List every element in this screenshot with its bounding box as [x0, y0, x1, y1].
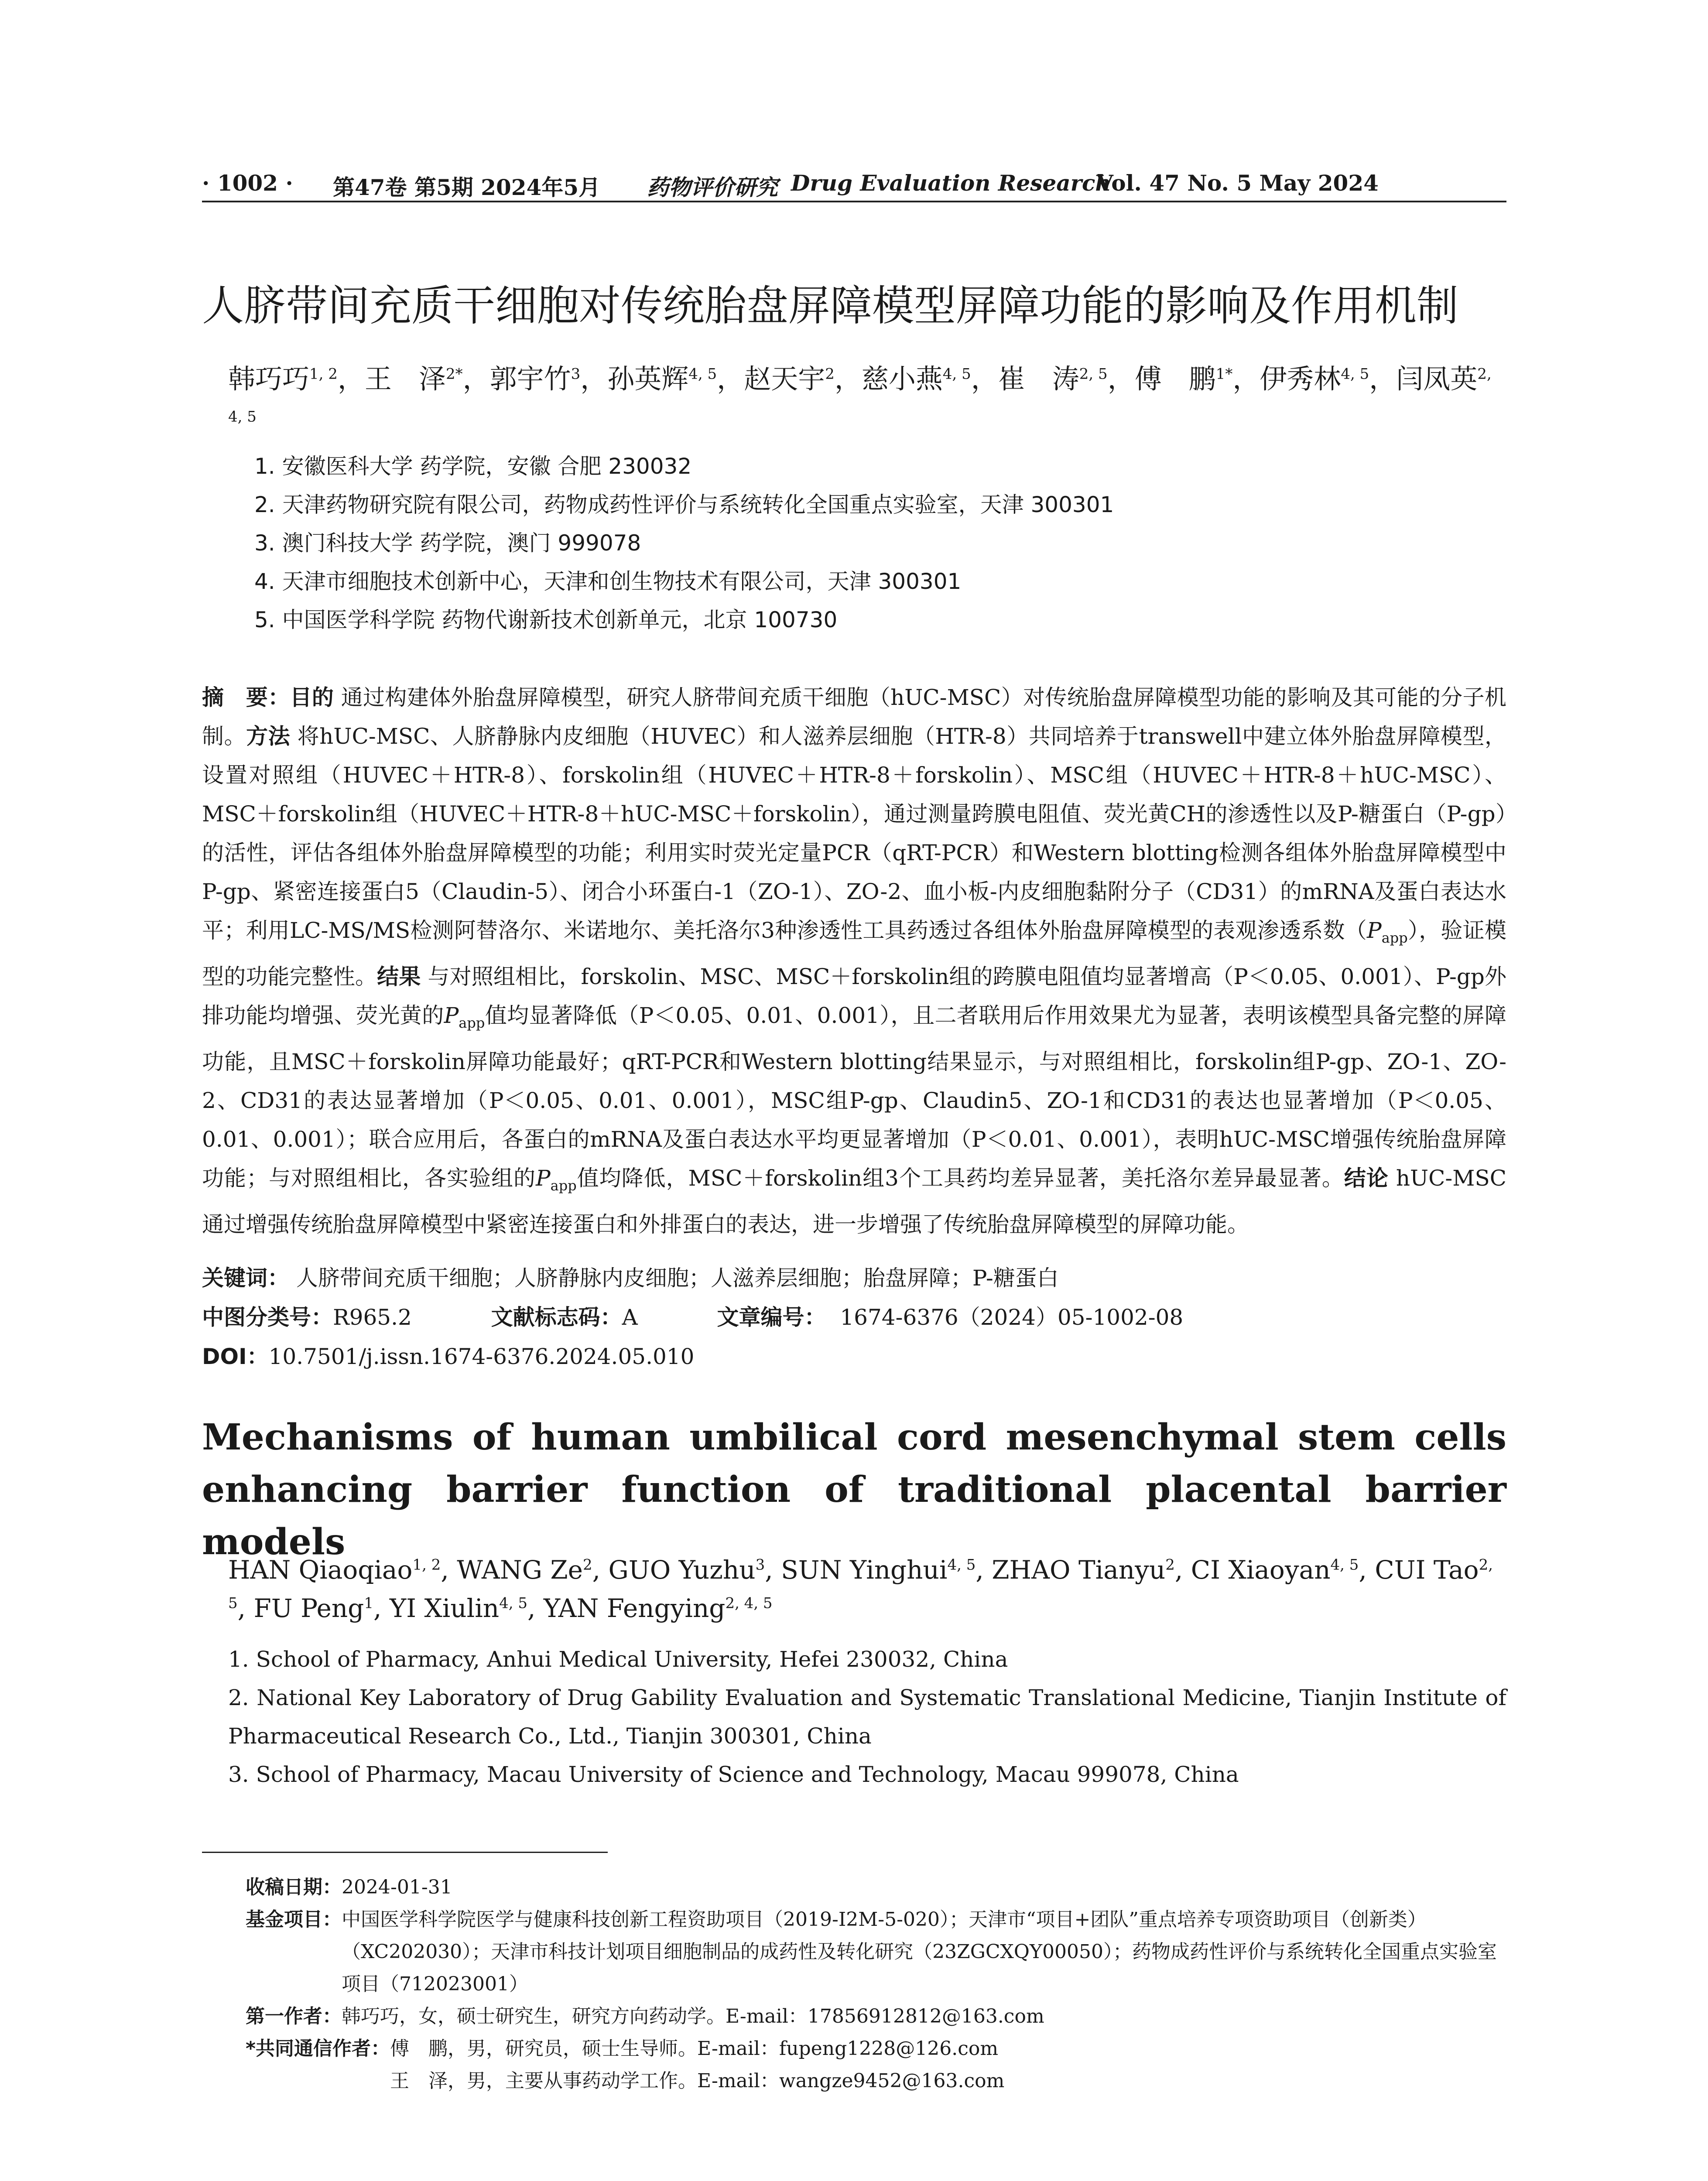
author — [1135, 363, 1233, 395]
author-affiliation-mark: 2, 4, 5 — [725, 1594, 773, 1612]
clc-value: R965.2 — [333, 1305, 412, 1330]
author-affiliation-mark: 2 — [825, 365, 835, 383]
objective-label: 目的 — [290, 685, 334, 710]
author-affiliation-mark: 4, 5 — [1330, 1556, 1359, 1574]
author — [490, 363, 581, 395]
author-affiliation-mark: 4, 5 — [499, 1594, 528, 1612]
papp-subscript: app — [1381, 930, 1408, 946]
author-name: YAN Fengying — [543, 1593, 726, 1623]
abstract-label: 摘 要： — [202, 685, 290, 710]
author-affiliation-mark: 2, 5 — [228, 1556, 1493, 1612]
result-text-3: 值均降低，MSC＋forskolin组3个工具药均差异显著，美托洛尔差异最显著。 — [576, 1166, 1344, 1191]
papp-symbol: P — [444, 1003, 459, 1028]
objective-text: 通过构建体外胎盘屏障模型，研究人脐带间充质干细胞（hUC-MSC）对传统胎盘屏障模型功能的影响及其可能的分子机制。 — [202, 685, 1507, 749]
author-affiliation-mark: 4, 5 — [942, 365, 971, 383]
affiliation-cn: 5. 中国医学科学院 药物代谢新技术创新单元，北京 100730 — [254, 607, 838, 632]
journal-en: Drug Evaluation Research — [791, 170, 1111, 196]
author-affiliation-mark: 1, 2 — [412, 1556, 441, 1574]
footnote-rule — [202, 1852, 608, 1853]
first-author-text: 韩巧巧，女，硕士研究生，研究方向药动学。E-mail：17856912812@163.com — [342, 2005, 1044, 2027]
author-name: HAN Qiaoqiao — [228, 1555, 413, 1585]
affiliation-cn: 4. 天津市细胞技术创新中心，天津和创生物技术有限公司，天津 300301 — [254, 569, 962, 594]
author-affiliation-mark: 1, 2 — [309, 365, 338, 383]
papp-symbol: P — [1367, 918, 1382, 943]
author — [365, 363, 463, 395]
author-name: 王 泽 — [364, 363, 446, 395]
doi-value[interactable]: 10.7501/j.issn.1674-6376.2024.05.010 — [268, 1344, 695, 1369]
article-number-label: 文章编号： — [717, 1305, 826, 1330]
author — [607, 363, 717, 395]
author-name: YI Xiulin — [389, 1593, 500, 1623]
conclusion-text: hUC-MSC通过增强传统胎盘屏障模型中紧密连接蛋白和外排蛋白的表达，进一步增强了传统胎盘屏障模型的屏障功能。 — [202, 1166, 1507, 1237]
article-number-value: 1674-6376（2024）05-1002-08 — [840, 1305, 1184, 1330]
journal-cn: 药物评价研究 — [647, 175, 778, 200]
keywords-text: 人脐带间充质干细胞；人脐静脉内皮细胞；人滋养层细胞；胎盘屏障；P-糖蛋白 — [296, 1265, 1059, 1291]
author-affiliation-mark: 4, 5 — [1341, 365, 1369, 383]
author-name: CUI Tao — [1375, 1555, 1479, 1585]
author — [998, 363, 1108, 395]
doc-code-label: 文献标志码： — [491, 1305, 622, 1330]
author-affiliation-mark: 1 — [364, 1594, 373, 1612]
affiliation-en: 2. National Key Laboratory of Drug Gability Evaluation and Systematic Translational Medicine, Tianjin Institute of Pharmaceutical Research Co., Ltd., Tianjin 300301, China — [228, 1685, 1506, 1749]
volume-en: Vol. 47 No. 5 May 2024 — [1096, 170, 1379, 196]
title-en: Mechanisms of human umbilical cord mesenchymal stem cells enhancing barrier function of traditional placental barrier models — [202, 1416, 1506, 1563]
method-text-end: ），验证模型的功能完整性。 — [202, 918, 1506, 989]
affiliations-cn — [254, 447, 1114, 639]
corresponding-author-2 — [246, 2065, 1506, 2097]
author-name: GUO Yuzhu — [608, 1555, 756, 1585]
authors-cn: 韩巧巧$^{1, 2}$，王 泽$^{2*}$，郭宇竹$^3$，孙英辉$^{4, 5}$，赵天宇$^2$，慈小燕$^{4, 5}$，崔 涛$^{2, 5}$，傅 鹏$^{1*}$，伊秀林$^{4, 5}$，闫凤英$^{2, 4, 5}$ — [228, 358, 1506, 443]
funding — [246, 1904, 1506, 2000]
author — [544, 1593, 773, 1623]
papp-subscript: app — [550, 1177, 577, 1194]
header-rule — [202, 201, 1506, 202]
conclusion-label: 结论 — [1344, 1166, 1389, 1191]
author-affiliation-mark: 2, 4, 5 — [228, 365, 1492, 426]
author — [228, 1555, 441, 1585]
result-label: 结果 — [377, 964, 421, 989]
author — [254, 1593, 373, 1623]
author-affiliation-mark: 2 — [1165, 1556, 1175, 1574]
clc-label: 中图分类号： — [202, 1305, 333, 1330]
author-name: WANG Ze — [457, 1555, 583, 1585]
author — [608, 1555, 765, 1585]
author-name: CI Xiaoyan — [1191, 1555, 1331, 1585]
abstract-cn — [202, 678, 1506, 1244]
keywords — [202, 1261, 1059, 1292]
author-affiliation-mark: 2, 5 — [1079, 365, 1108, 383]
author — [457, 1555, 592, 1585]
author-name: 傅 鹏 — [1134, 363, 1216, 395]
result-text: 与对照组相比，forskolin、MSC、MSC＋forskolin组的跨膜电阻值均显著增高（P＜0.05、0.001）、P-gp外排功能均增强、荧光黄的 — [202, 964, 1507, 1028]
author — [228, 363, 338, 395]
author — [1260, 363, 1369, 395]
author-name: 崔 涛 — [998, 363, 1079, 395]
footnotes — [246, 1871, 1506, 2097]
author-name: 孙英辉 — [607, 363, 689, 395]
author-name: 慈小燕 — [861, 363, 943, 395]
received-label: 收稿日期： — [246, 1876, 342, 1898]
title-cn: 人脐带间充质干细胞对传统胎盘屏障模型屏障功能的影响及作用机制 — [202, 281, 1458, 330]
doi-label: DOI： — [202, 1344, 269, 1369]
affiliation-en: 3. School of Pharmacy, Macau University of Science and Technology, Macau 999078, China — [228, 1762, 1239, 1787]
author-affiliation-mark: 3 — [571, 365, 581, 383]
author — [390, 1593, 527, 1623]
author — [992, 1555, 1175, 1585]
author — [781, 1555, 976, 1585]
received-value: 2024-01-31 — [342, 1876, 452, 1898]
doc-code-value: A — [622, 1305, 638, 1330]
corresponding-text-2: 王 泽，男，主要从事药动学工作。E-mail：wangze9452@163.com — [390, 2070, 1005, 2092]
author-affiliation-mark: 2* — [445, 365, 463, 383]
affiliation-en: 1. School of Pharmacy, Anhui Medical University, Hefei 230032, China — [228, 1647, 1008, 1672]
first-author — [246, 2000, 1506, 2033]
page-number: · 1002 · — [202, 170, 293, 196]
author-name: FU Peng — [253, 1593, 364, 1623]
author-affiliation-mark: 1* — [1215, 365, 1233, 383]
affiliations-en — [228, 1640, 1506, 1794]
author-name: 韩巧巧 — [228, 363, 310, 395]
affiliation-cn: 2. 天津药物研究院有限公司，药物成药性评价与系统转化全国重点实验室，天津 300301 — [254, 492, 1114, 517]
affiliation-cn: 1. 安徽医科大学 药学院，安徽 合肥 230032 — [254, 454, 692, 479]
volume-cn: 第47卷 第5期 2024年5月 — [333, 174, 601, 200]
affiliation-cn: 3. 澳门科技大学 药学院，澳门 999078 — [254, 530, 641, 556]
author-name: 赵天宇 — [744, 363, 825, 395]
author — [862, 363, 971, 395]
author — [1191, 1555, 1359, 1585]
author-affiliation-mark: 4, 5 — [688, 365, 717, 383]
funding-text: 中国医学科学院医学与健康科技创新工程资助项目（2019-I2M-5-020）；天津市“项目+团队”重点培养专项资助项目（创新类）（XC202030）；天津市科技计划项目细胞制品的成药性及转化研究（23ZGCXQY00050）；药物成药性评价与系统转化全国重点实验室项目（712023001） — [342, 1908, 1497, 1995]
author-name: 闫凤英 — [1396, 363, 1478, 395]
corresponding-author — [246, 2033, 1506, 2065]
doi — [202, 1339, 694, 1371]
author-name: ZHAO Tianyu — [992, 1555, 1166, 1585]
papp-symbol: P — [535, 1166, 551, 1191]
received-date — [246, 1871, 1506, 1904]
corresponding-label: *共同通信作者： — [246, 2037, 390, 2060]
method-label: 方法 — [246, 724, 291, 749]
author-name: 伊秀林 — [1260, 363, 1341, 395]
keywords-label: 关键词： — [202, 1265, 289, 1291]
method-text: 将hUC-MSC、人脐静脉内皮细胞（HUVEC）和人滋养层细胞（HTR-8）共同培养于transwell中建立体外胎盘屏障模型，设置对照组（HUVEC＋HTR-8）、forskolin组（HUVEC＋HTR-8＋forskolin）、MSC组（HUVEC＋HTR-8＋hUC-MSC）、MSC＋forskolin组（HUVEC＋HTR-8＋hUC-MSC＋forskolin），通过测量跨膜电阻值、荧光黄CH的渗透性以及P-糖蛋白（P-gp）的活性，评估各组体外胎盘屏障模型的功能；利用实时荧光定量PCR（qRT-PCR）和Western blotting检测各组体外胎盘屏障模型中P-gp、紧密连接蛋白5（Claudin-5）、闭合小环蛋白-1（ZO-1）、ZO-2、血小板-内皮细胞黏附分子（CD31）的mRNA及蛋白表达水平；利用LC-MS/MS检测阿替洛尔、米诺地尔、美托洛尔3种渗透性工具药透过各组体外胎盘屏障模型的表观渗透系数（ — [202, 724, 1506, 943]
funding-label: 基金项目： — [246, 1908, 342, 1931]
first-author-label: 第一作者： — [246, 2005, 342, 2027]
result-text-2: 值均显著降低（P＜0.05、0.01、0.001），且二者联用后作用效果尤为显著，表明该模型具备完整的屏障功能，且MSC＋forskolin屏障功能最好；qRT-PCR和Western blotting结果显示，与对照组相比，forskolin组P-gp、ZO-1、ZO-2、CD31的表达显著增加（P＜0.05、0.01、0.001），MSC组P-gp、Claudin5、ZO-1和CD31的表达也显著增加（P＜0.05、0.01、0.001）；联合应用后，各蛋白的mRNA及蛋白表达水平均更显著增加（P＜0.01、0.001），表明hUC-MSC增强传统胎盘屏障功能；与对照组相比，各实验组的 — [202, 1003, 1507, 1191]
author-affiliation-mark: 4, 5 — [947, 1556, 976, 1574]
corresponding-text-1: 傅 鹏，男，研究员，硕士生导师。E-mail：fupeng1228@126.com — [390, 2037, 999, 2060]
classification — [202, 1300, 1183, 1331]
author — [744, 363, 835, 395]
running-header — [202, 166, 1506, 201]
author-affiliation-mark: 3 — [755, 1556, 765, 1574]
papp-subscript: app — [459, 1015, 485, 1031]
author-name: 郭宇竹 — [489, 363, 571, 395]
authors-en: HAN Qiaoqiao$^{1, 2}$, WANG Ze$^2$, GUO Yuzhu$^3$, SUN Yinghui$^{4, 5}$, ZHAO Tianyu$^2$, CI Xiaoyan$^{4, 5}$, CUI Tao$^{2, 5}$, FU Peng$^1$, YI Xiulin$^{4, 5}$, YAN Fengying$^{2, 4, 5}$ — [228, 1555, 1493, 1623]
author-affiliation-mark: 2 — [582, 1556, 592, 1574]
author-name: SUN Yinghui — [781, 1555, 948, 1585]
